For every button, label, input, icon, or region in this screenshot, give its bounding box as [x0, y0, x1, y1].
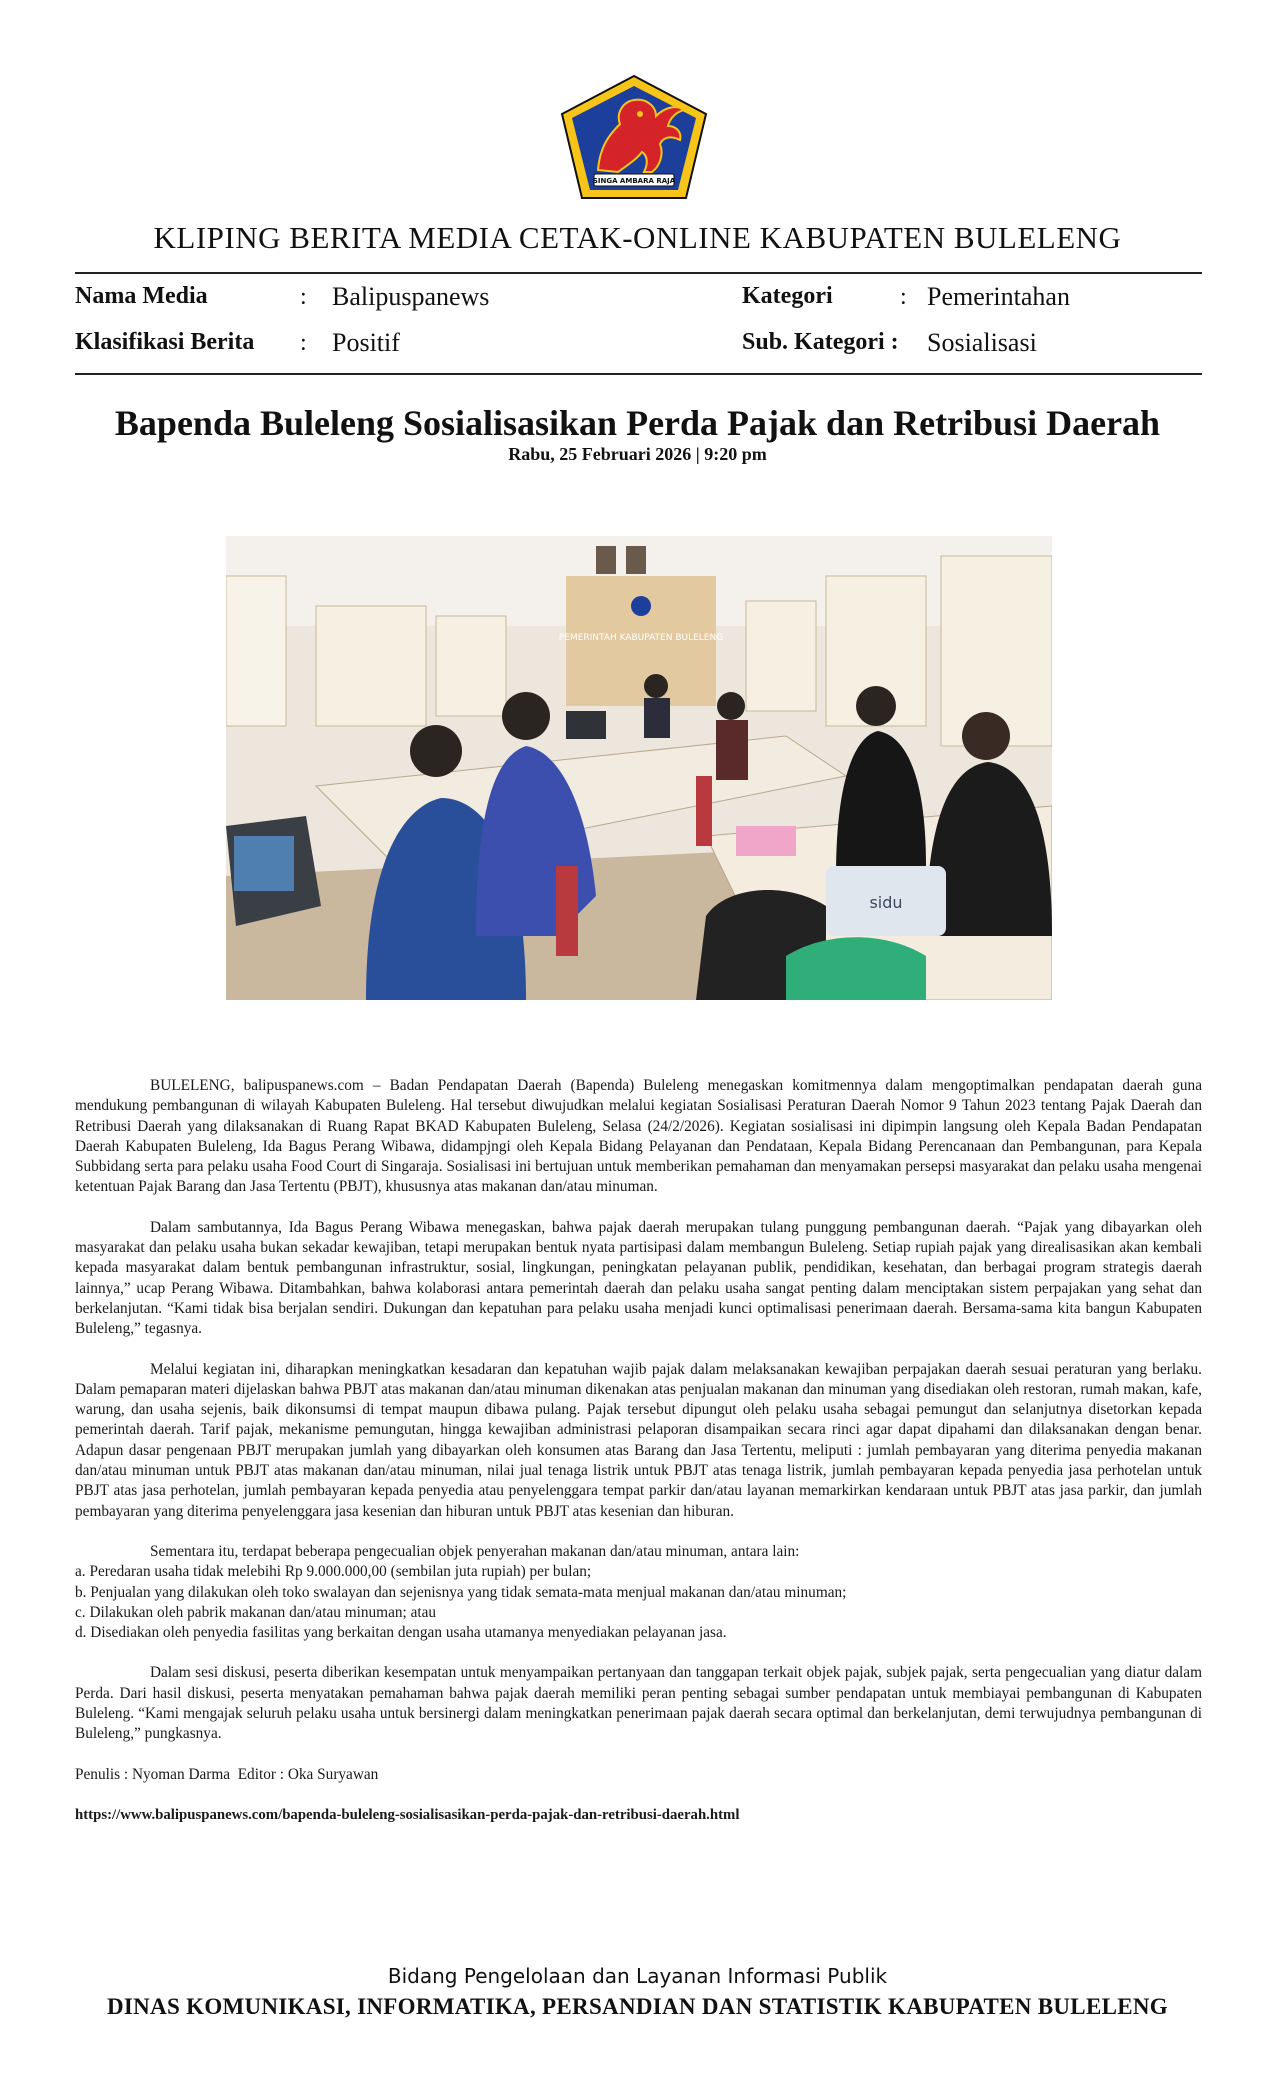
media-label: Nama Media: [75, 283, 208, 309]
article-paragraph: Dalam sesi diskusi, peserta diberikan kesempatan untuk menyampaikan pertanyaan dan tanggapan terkait objek pajak, subjek pajak, serta pengecualian yang diatur dalam Perda. Dari hasil diskusi, peserta menyatakan pemahaman bahwa pajak daerah memiliki peran penting sebagai sumber pendapatan untuk membiayai pembangunan di Kabupaten Buleleng. “Kami mengajak seluruh pelaku usaha untuk bersinergi dalam meningkatkan penerimaan pajak daerah secara optimal dan berkelanjutan, demi terwujudnya pembangunan di Buleleng,” pungkasnya.: [75, 1664, 1202, 1743]
article-paragraph: Dalam sambutannya, Ida Bagus Perang Wibawa menegaskan, bahwa pajak daerah merupakan tulang punggung pembangunan daerah. “Pajak yang dibayarkan oleh masyarakat dan pelaku usaha bukan sekadar kewajiban, tetapi merupakan bentuk nyata partisipasi dalam membangun Buleleng. Setiap rupiah pajak yang direalisasikan akan kembali kepada masyarakat dalam bentuk pembangunan infrastruktur, sosial, lingkungan, peningkatan pelayanan publik, pendidikan, kesehatan, dan berbagai program strategis daerah lainnya,” ucap Perang Wibawa. Ditambahkan, bahwa kolaborasi antara pemerintah daerah dan pelaku usaha sangat penting dalam menciptakan sistem perpajakan yang sehat dan berkelanjutan. “Kami tidak bisa berjalan sendiri. Dukungan dan kepatuhan para pelaku usaha menjadi kunci optimalisasi penerimaan daerah. Bersama-sama kita bangun Kabupaten Buleleng,” tegasnya.: [75, 1218, 1202, 1338]
header-bottom-rule: [75, 373, 1202, 375]
regency-logo: [560, 74, 708, 200]
media-value: Balipuspanews: [332, 282, 490, 311]
media-colon: :: [300, 284, 307, 310]
classification-value: Positif: [332, 328, 400, 357]
exemption-list-item: d. Disediakan oleh penyedia fasilitas yang berkaitan dengan usaha utamanya menyediakan pelayanan jasa.: [75, 1624, 727, 1642]
article-credits: Penulis : Nyoman Darma Editor : Oka Suryawan: [75, 1765, 379, 1783]
clipping-header-title: KLIPING BERITA MEDIA CETAK-ONLINE KABUPATEN BULELENG: [153, 220, 1122, 255]
exemption-list-item: a. Peredaran usaha tidak melebihi Rp 9.000.000,00 (sembilan juta rupiah) per bulan;: [75, 1563, 592, 1581]
exemption-list: [75, 1562, 1202, 1643]
category-colon: :: [900, 284, 907, 310]
logo-motto: SINGA AMBARA RAJA: [592, 177, 676, 185]
exemption-list-item: b. Penjualan yang dilakukan oleh toko swalayan dan sejenisnya yang tidak semata-mata menjual makanan dan/atau minuman;: [75, 1583, 847, 1601]
footer-agency: DINAS KOMUNIKASI, INFORMATIKA, PERSANDIAN DAN STATISTIK KABUPATEN BULELENG: [107, 1994, 1168, 2019]
source-url-link[interactable]: https://www.balipuspanews.com/bapenda-buleleng-sosialisasikan-perda-pajak-dan-retribusi-daerah.html: [75, 1806, 740, 1823]
article-date: Rabu, 25 Februari 2026 | 9:20 pm: [508, 444, 767, 464]
article-paragraph: Melalui kegiatan ini, diharapkan meningkatkan kesadaran dan kepatuhan wajib pajak dalam melaksanakan kewajiban perpajakan daerah sesuai peraturan yang berlaku. Dalam pemaparan materi dijelaskan bahwa PBJT atas makanan dan/atau minuman dikenakan atas penjualan makanan dan minuman yang disediakan oleh restoran, rumah makan, kafe, warung, dan usaha sejenis, baik dikonsumsi di tempat maupun dibawa pulang. Pajak tersebut dipungut oleh pelaku usaha sebagai pemungut dan selanjutnya disetorkan kepada pemerintah daerah. Tarif pajak, mekanisme pemungutan, hingga kewajiban administrasi pelaporan disampaikan secara rinci agar dapat dipahami dan dilaksanakan dengan benar. Adapun dasar pengenaan PBJT merupakan jumlah yang dibayarkan oleh konsumen atas Barang dan Jasa Tertentu, meliputi : jumlah pembayaran yang diterima penyedia makanan dan/atau minuman untuk PBJT atas makanan dan/atau minuman, nilai jual tenaga listrik untuk PBJT atas tenaga listrik, jumlah pembayaran kepada penyedia jasa perhotelan untuk PBJT atas jasa perhotelan, jumlah pembayaran kepada penyedia atau penyelenggara tempat parkir dan/atau layanan memarkirkan kendaraan untuk PBJT atas jasa parkir, dan jumlah pembayaran yang diterima penyelenggara jasa kesenian dan hiburan untuk PBJT atas kesenian dan hiburan.: [75, 1360, 1202, 1520]
category-value: Pemerintahan: [927, 282, 1070, 311]
photo-wall-sign: PEMERINTAH KABUPATEN BULELENG: [558, 633, 724, 643]
article-paragraph: BULELENG, balipuspanews.com – Badan Pendapatan Daerah (Bapenda) Buleleng menegaskan komitmennya dalam mengoptimalkan pendapatan daerah guna mendukung pembangunan di wilayah Kabupaten Buleleng. Hal tersebut diwujudkan melalui kegiatan Sosialisasi Peraturan Daerah Nomor 9 Tahun 2023 tentang Pajak Daerah dan Retribusi Daerah yang dilaksanakan di Ruang Rapat BKAD Kabupaten Buleleng, Selasa (24/2/2026). Kegiatan sosialisasi ini dipimpin langsung oleh Kepala Badan Pendapatan Daerah Kabupaten Buleleng, Ida Bagus Perang Wibawa, didampjngi oleh Kepala Bidang Pelayanan dan Pendataan, Kepala Bidang Perencanaan dan Pembangunan, para Kepala Subbidang serta para pelaku usaha Food Court di Singaraja. Sosialisasi ini bertujuan untuk memberikan pemahaman dan menyamakan persepsi masyarakat dan pelaku usaha mengenai ketentuan Pajak Barang dan Jasa Tertentu (PBJT), khususnya atas makanan dan/atau minuman.: [75, 1077, 1202, 1196]
subcategory-label: Sub. Kategori :: [742, 329, 899, 355]
article-body: [75, 1076, 1202, 1825]
photo-bag-brand: sidu: [869, 893, 903, 912]
classification-colon: :: [300, 330, 307, 356]
exemption-list-intro: Sementara itu, terdapat beberapa pengecualian objek penyerahan makanan dan/atau minuman, antara lain:: [150, 1542, 800, 1560]
article-title: Bapenda Buleleng Sosialisasikan Perda Pajak dan Retribusi Daerah: [114, 403, 1161, 443]
subcategory-value: Sosialisasi: [927, 328, 1037, 357]
header-top-rule: [75, 272, 1202, 274]
footer-division: Bidang Pengelolaan dan Layanan Informasi Publik: [387, 1964, 888, 1988]
article-photo: [226, 536, 1052, 1000]
classification-label: Klasifikasi Berita: [75, 329, 255, 355]
category-label: Kategori: [742, 283, 833, 309]
exemption-list-item: c. Dilakukan oleh pabrik makanan dan/atau minuman; atau: [75, 1603, 437, 1621]
